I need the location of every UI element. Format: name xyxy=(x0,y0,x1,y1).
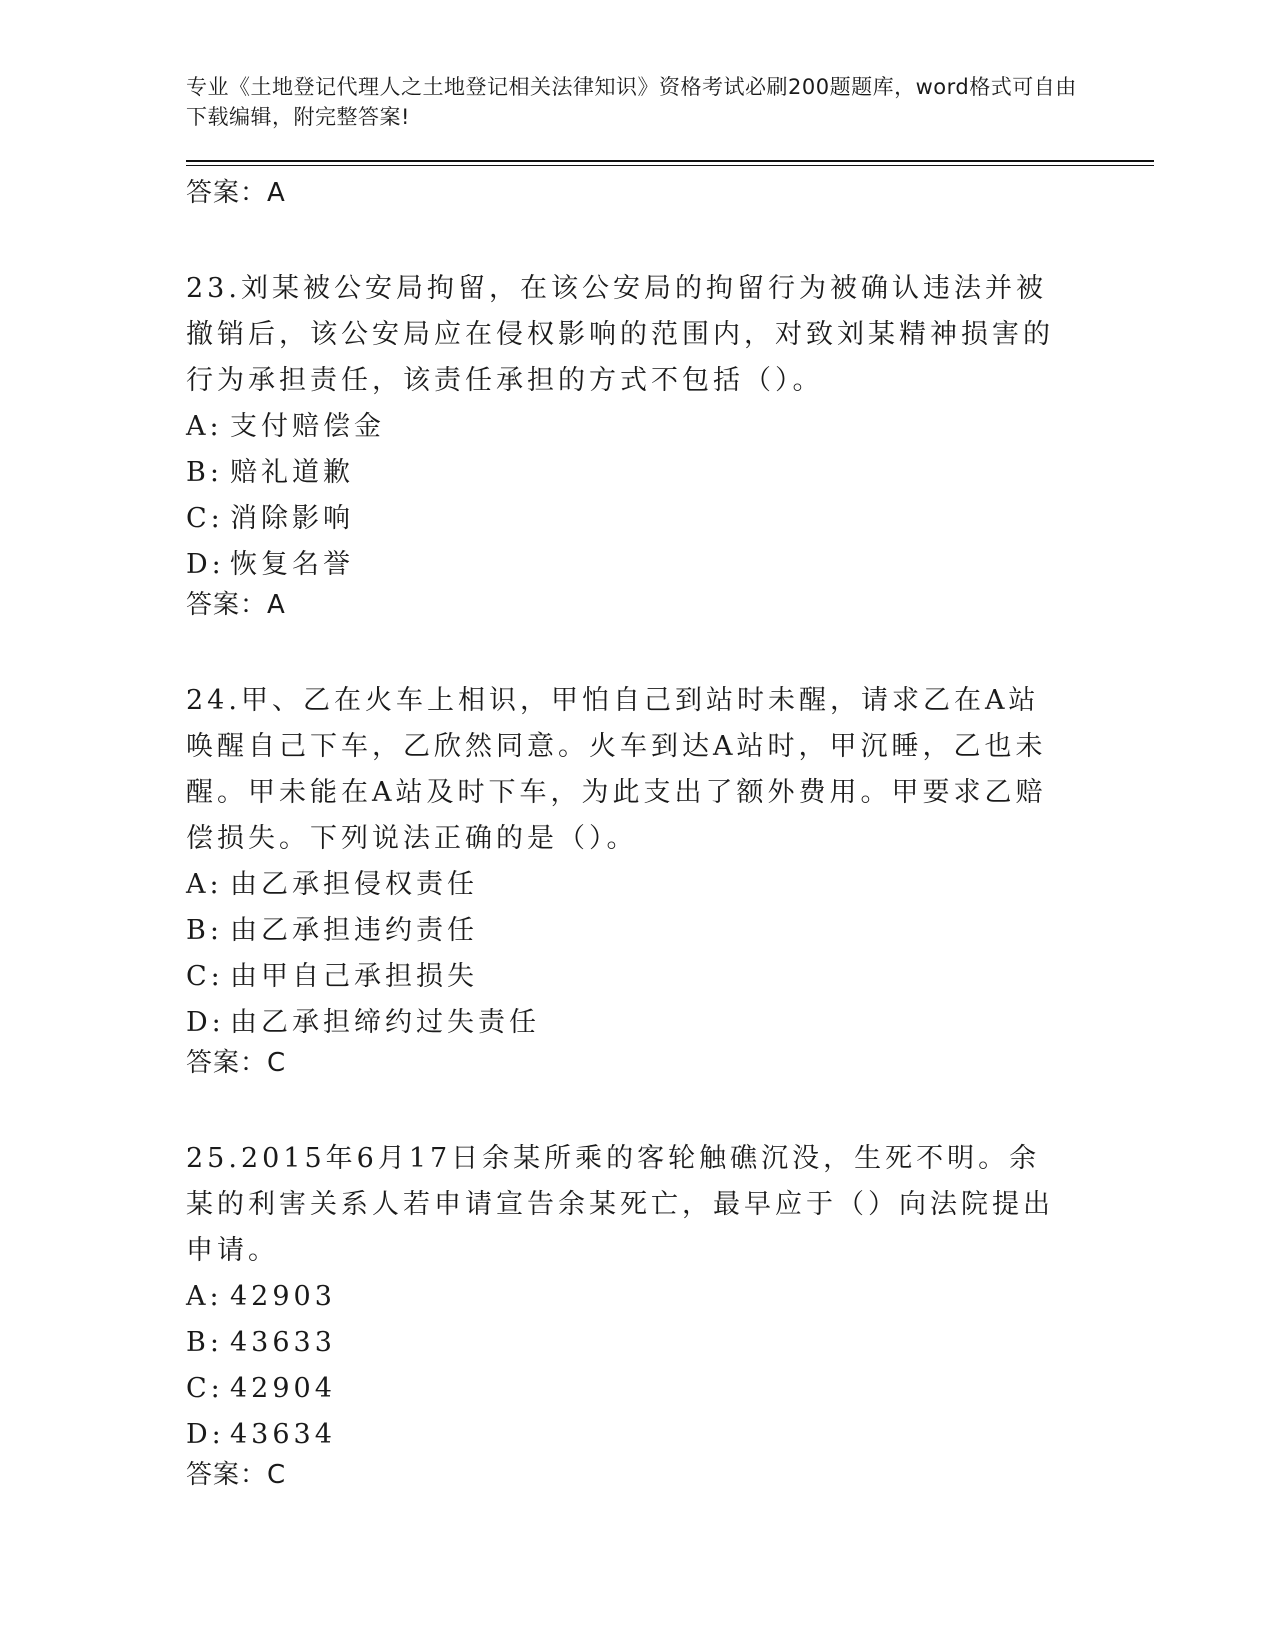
option-text: 由甲自己承担损失 xyxy=(230,961,478,992)
answer-line xyxy=(186,176,1156,222)
document-page xyxy=(186,72,1156,1504)
option-key: D: xyxy=(186,1007,225,1038)
option-text: 由乙承担违约责任 xyxy=(230,915,478,946)
option-key: B: xyxy=(186,1327,223,1358)
option-text: 赔礼道歉 xyxy=(230,457,354,488)
option-key: C: xyxy=(186,503,224,534)
answer-label: 答案： xyxy=(186,590,268,620)
option-b xyxy=(186,450,1156,496)
option-a xyxy=(186,1274,1156,1320)
question-text: 25.2015年6月17日余某所乘的客轮触礁沉没，生死不明。余某的利害关系人若申请宣告余某死亡，最早应于（）向法院提出申请。 xyxy=(186,1143,1054,1266)
option-c xyxy=(186,1366,1156,1412)
option-a xyxy=(186,404,1156,450)
answer-label: 答案： xyxy=(186,1460,268,1490)
option-text: 43634 xyxy=(230,1419,336,1450)
answer-value: C xyxy=(267,1048,287,1078)
question-text: 24.甲、乙在火车上相识，甲怕自己到站时未醒，请求乙在A站唤醒自己下车，乙欣然同意。火车到达A站时，甲沉睡，乙也未醒。甲未能在A站及时下车，为此支出了额外费用。甲要求乙赔偿损失。下列说法正确的是（）。 xyxy=(186,685,1047,854)
document-header-title: 专业《土地登记代理人之土地登记相关法律知识》资格考试必刷200题题库，word格式可自由下载编辑，附完整答案! xyxy=(186,75,1077,129)
option-key: D: xyxy=(186,549,225,580)
header-divider-thick xyxy=(186,160,1154,162)
option-key: C: xyxy=(186,1373,224,1404)
question-block xyxy=(186,1136,1156,1504)
option-key: C: xyxy=(186,961,224,992)
option-text: 由乙承担侵权责任 xyxy=(230,869,478,900)
option-key: B: xyxy=(186,457,223,488)
option-d xyxy=(186,542,1156,588)
option-key: A: xyxy=(186,869,223,900)
option-text: 43633 xyxy=(230,1327,336,1358)
option-text: 消除影响 xyxy=(230,503,354,534)
answer-value: A xyxy=(267,590,286,620)
header-divider-thin xyxy=(186,165,1154,166)
question-block xyxy=(186,266,1156,634)
option-text: 42903 xyxy=(230,1281,336,1312)
option-b xyxy=(186,1320,1156,1366)
option-c xyxy=(186,496,1156,542)
option-c xyxy=(186,954,1156,1000)
question-block xyxy=(186,678,1156,1092)
answer-line xyxy=(186,1046,1156,1092)
answer-value: C xyxy=(267,1460,287,1490)
answer-line xyxy=(186,1458,1156,1504)
option-text: 支付赔偿金 xyxy=(230,411,385,442)
option-key: B: xyxy=(186,915,223,946)
option-key: D: xyxy=(186,1419,225,1450)
option-text: 恢复名誉 xyxy=(230,549,354,580)
option-d xyxy=(186,1000,1156,1046)
question-text: 23.刘某被公安局拘留，在该公安局的拘留行为被确认违法并被撤销后，该公安局应在侵权影响的范围内，对致刘某精神损害的行为承担责任，该责任承担的方式不包括（）。 xyxy=(186,273,1054,396)
option-text: 由乙承担缔约过失责任 xyxy=(230,1007,540,1038)
answer-label: 答案： xyxy=(186,1048,268,1078)
option-a xyxy=(186,862,1156,908)
option-text: 42904 xyxy=(230,1373,336,1404)
answer-line xyxy=(186,588,1156,634)
answer-value: A xyxy=(267,178,286,208)
answer-label: 答案： xyxy=(186,178,268,208)
option-b xyxy=(186,908,1156,954)
option-key: A: xyxy=(186,411,223,442)
option-key: A: xyxy=(186,1281,223,1312)
option-d xyxy=(186,1412,1156,1458)
